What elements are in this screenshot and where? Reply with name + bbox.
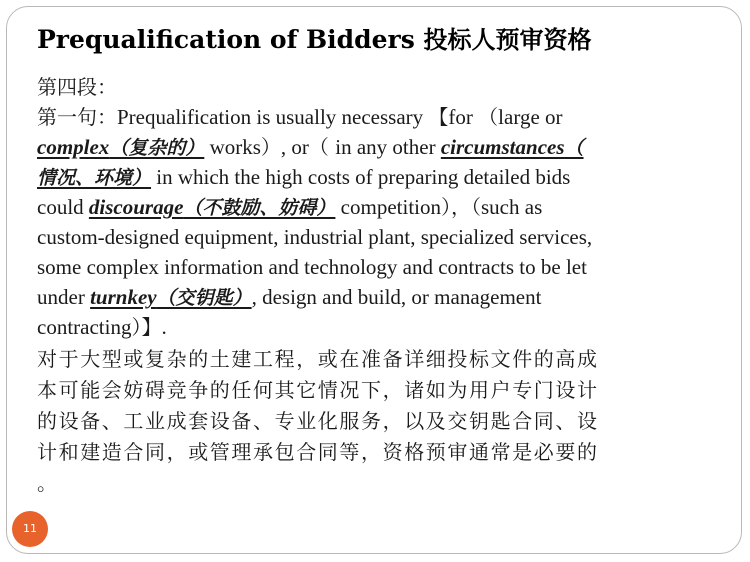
sentence-text: custom-designed equipment, industrial plant, specialized services, (37, 225, 593, 249)
sentence-text: large or (498, 105, 563, 129)
slide-title (37, 24, 727, 56)
sentence-text: works (204, 135, 261, 159)
sentence-line-1 (37, 102, 705, 132)
translation-line: 本可能会妨碍竞争的任何其它情况下，诸如为用户专门设计 (37, 378, 599, 402)
term-circumstances-chinese: 情况、环境） (37, 167, 152, 189)
section-label: 第四段： (37, 75, 117, 99)
sentence-text: some complex information and technology and contracts to be let (37, 255, 587, 279)
sentence-line-8 (37, 312, 705, 342)
term-complex-english: complex (37, 135, 110, 159)
paren-open: （ (308, 135, 336, 159)
sentence-text: , design and build, or management (251, 285, 542, 309)
sentence-label: 第一句： (37, 105, 117, 129)
sentence-text: Prequalification is usually necessary (117, 105, 429, 129)
sentence-text: . (161, 315, 167, 339)
title-chinese: 投标人预审资格 (423, 26, 592, 54)
term-complex-chinese: （复杂的） (109, 137, 205, 159)
sentence-text: in any other (335, 135, 441, 159)
term-turnkey-chinese: （交钥匙） (156, 287, 252, 309)
term-turnkey-english: turnkey (90, 285, 157, 309)
sentence-text: in which the high costs of preparing detailed bids (151, 165, 571, 189)
sentence-line-6 (37, 252, 705, 282)
sentence-text: such as (481, 195, 543, 219)
sentence-text: under (37, 285, 91, 309)
bracket-open: 【 (428, 105, 449, 129)
slide-body (37, 72, 705, 499)
paren-close: ） (260, 135, 281, 159)
sentence-text: competition (335, 195, 441, 219)
title-english: Prequalification of Bidders (37, 25, 424, 54)
punctuation: ），（ (441, 195, 481, 219)
term-discourage-chinese: （不鼓励、妨碍） (183, 197, 336, 219)
sentence-text: for (448, 105, 479, 129)
sentence-text: could (37, 195, 89, 219)
sentence-line-4 (37, 192, 705, 222)
translation-line: 计和建造合同，或管理承包合同等，资格预审通常是必要的 (37, 440, 599, 464)
term-circumstances-english: circumstances (440, 135, 565, 159)
translation-line: 的设备、工业成套设备、专业化服务，以及交钥匙合同、设 (37, 409, 599, 433)
bracket-close: ）】 (131, 315, 162, 339)
translation-line: 。 (37, 471, 59, 495)
term-discourage (89, 195, 336, 219)
page-number-badge: 11 (12, 511, 48, 547)
sentence-text: , or (280, 135, 309, 159)
term-discourage-english: discourage (88, 195, 184, 219)
term-complex (37, 135, 204, 159)
sentence-line-5 (37, 222, 705, 252)
term-circumstances (441, 135, 584, 159)
sentence-line-7 (37, 282, 705, 312)
sentence-line-2 (37, 132, 705, 162)
term-turnkey (90, 285, 252, 309)
paren-open: （ (478, 105, 499, 129)
sentence-text: contracting (37, 315, 132, 339)
term-circumstances-paren: （ (564, 137, 584, 159)
term-circumstances-continued (37, 165, 151, 189)
sentence-paragraph (37, 102, 705, 342)
translation-line: 对于大型或复杂的土建工程，或在准备详细投标文件的高成 (37, 347, 599, 371)
translation-paragraph (37, 344, 705, 499)
sentence-line-3 (37, 162, 705, 192)
